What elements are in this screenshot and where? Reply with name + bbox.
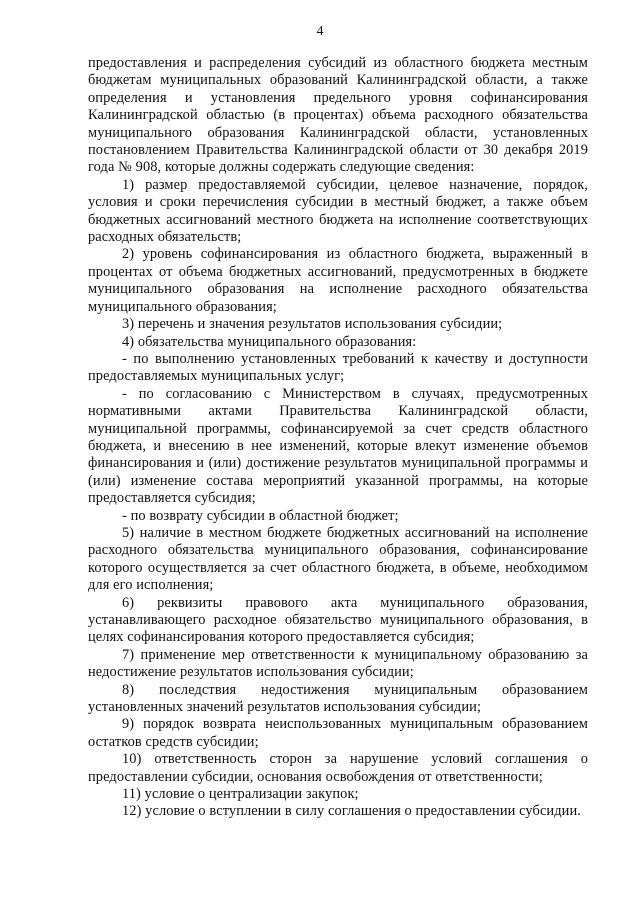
list-item-9: 9) порядок возврата неиспользованных муниципальным образованием остатков средств субсидии; (88, 716, 588, 750)
list-item-1: 1) размер предоставляемой субсидии, целевое назначение, порядок, условия и сроки перечисления субсидии в местный бюджет, а также объем бюджетных ассигнований местного бюджета на исполнение соответствующих расходных обязательств; (88, 176, 588, 246)
list-subitem-refund: - по возврату субсидии в областной бюджет; (122, 507, 399, 524)
intro-paragraph: предоставления и распределения субсидий из областного бюджета местным бюджетам муниципальных образований Калининградской области, а также определения и установления предельного уровня софинансирования Калининградской областью (в процентах) объема расходного обязательства муниципального образования Калининградской области, установленных постановлением Правительства Калининградской области от 30 декабря 2019 года № 908, которые должны содержать следующие сведения: (88, 55, 588, 176)
requirements-list (88, 177, 588, 821)
list-item-12: 12) условие о вступлении в силу соглашения о предоставлении субсидии. (122, 803, 581, 820)
list-item-4: 4) обязательства муниципального образования: (122, 333, 417, 350)
list-item-3: 3) перечень и значения результатов использования субсидии; (122, 316, 503, 333)
list-item-8: 8) последствия недостижения муниципальным образованием установленных значений результатов использования субсидии; (88, 681, 588, 716)
list-item-6: 6) реквизиты правового акта муниципального образования, устанавливающего расходное обязательство муниципального образования, в целях софинансирования которого предоставляется субсидия; (88, 594, 588, 646)
list-item-10: 10) ответственность сторон за нарушение условий соглашения о предоставлении субсидии, основания освобождения от ответственности; (88, 751, 588, 785)
list-subitem-coordination: - по согласованию с Министерством в случаях, предусмотренных нормативными актами Правительства Калининградской области, муниципальной программы, софинансируемой за счет средств областного бюджета, и внесению в нее изменений, которые влекут изменение объемов финансирования и (или) достижение результатов муниципальной программы и (или) изменение состава мероприятий указанной программы, на которые предоставляется субсидия; (88, 385, 588, 507)
list-item-11: 11) условие о централизации закупок; (122, 786, 359, 803)
list-item-5: 5) наличие в местном бюджете бюджетных ассигнований на исполнение расходного обязательства муниципального образования, софинансирование которого осуществляется за счет областного бюджета, в объеме, необходимом для его исполнения; (88, 524, 588, 594)
list-item-2: 2) уровень софинансирования из областного бюджета, выраженный в процентах от объема бюджетных ассигнований, предусмотренных в бюджете муниципального образования на исполнение расходного обязательства муниципального образования; (88, 246, 588, 315)
list-item-7: 7) применение мер ответственности к муниципальному образованию за недостижение результатов использования субсидии; (88, 646, 588, 681)
document-body (88, 55, 588, 821)
list-subitem-services: - по выполнению установленных требований к качеству и доступности предоставляемых муниципальных услуг; (88, 350, 588, 385)
page-number: 4 (316, 24, 324, 39)
